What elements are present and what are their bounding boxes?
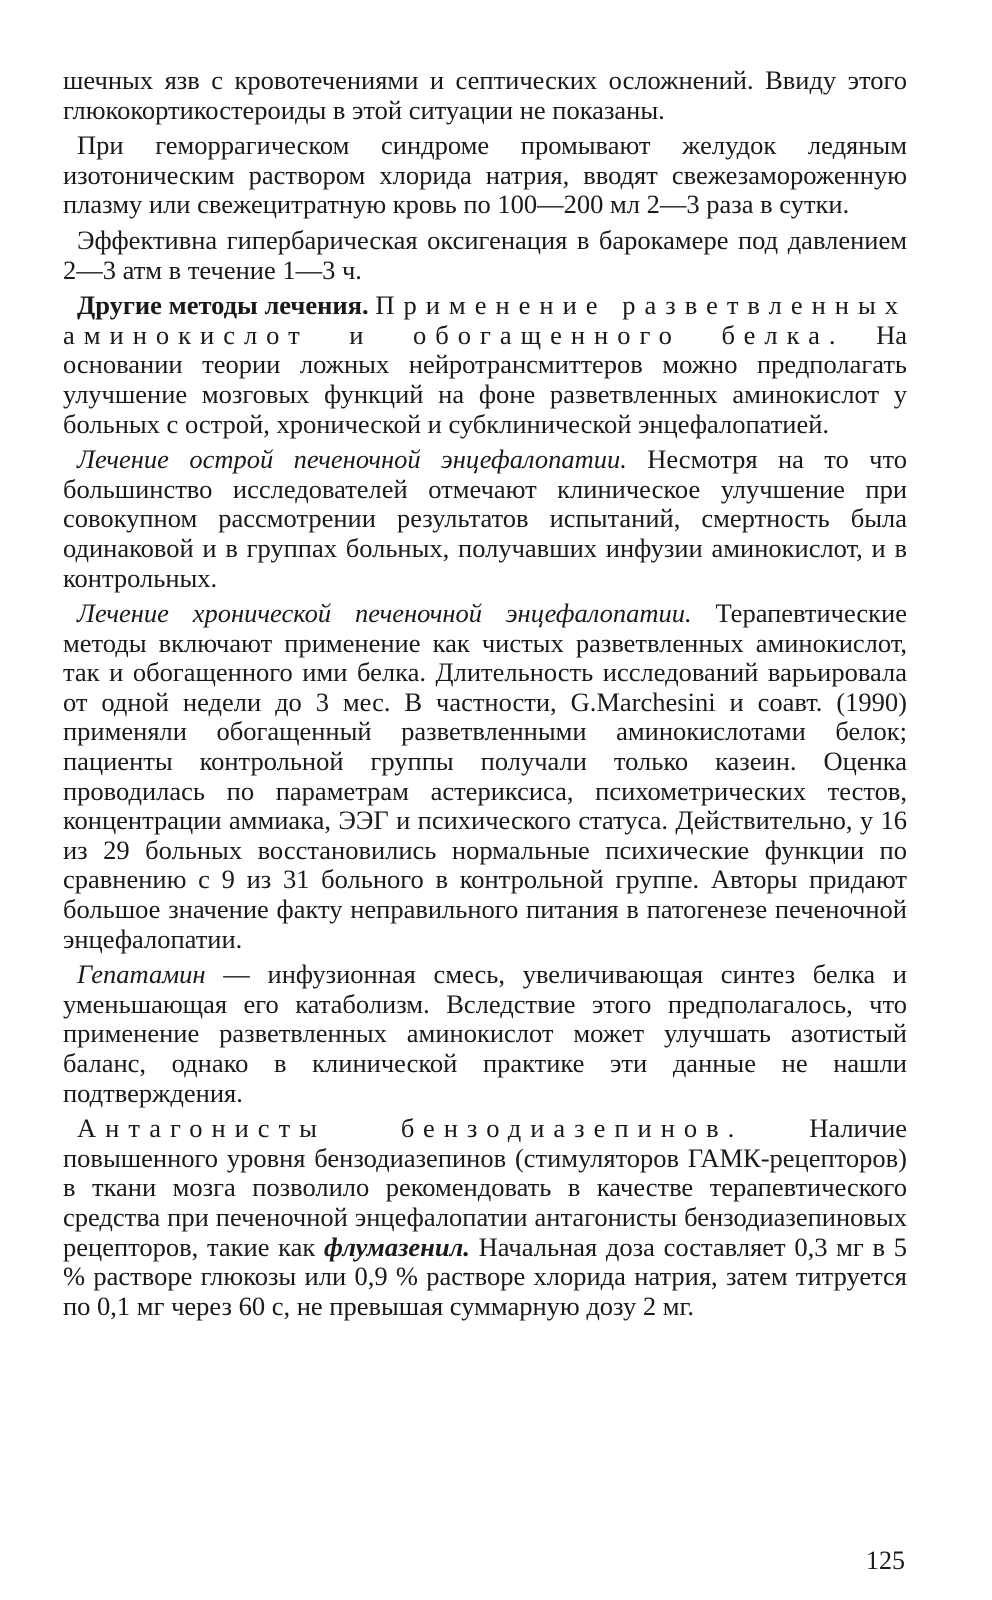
page-number: 125	[866, 1546, 905, 1575]
paragraph-text: Наличие повышенного уровня бензодиазепинов (стимуляторов ГАМК-рецепторов) в ткани мозга позволило рекомендовать в качестве терапевтического средства при печеночной энцефалопатии антагонисты бензодиазепиновых рецепторов, такие как	[63, 1113, 908, 1262]
drug-name: флумазенил.	[324, 1231, 470, 1262]
paragraph-text: — инфузионная смесь, увеличивающая синтез белка и уменьшающая его катаболизм. Вследствие этого предполагалось, что применение разветвленных аминокислот может улучшать азотистый баланс, однако в клинической практике эти данные не нашли подтверждения.	[63, 959, 907, 1108]
spaced-subheading: Антагонисты бензодиазепинов.	[77, 1113, 744, 1144]
italic-subheading: Лечение хронической печеночной энцефалопатии.	[77, 598, 692, 629]
paragraph-text: Эффективна гипербарическая оксигенация в барокамере под давлением 2—3 атм в течение 1—3 ч.	[63, 224, 907, 285]
paragraph-hemorrhagic-syndrome	[63, 131, 907, 220]
paragraph-text: На основании теории ложных нейротрансмиттеров можно предполагать улучшение мозговых функций на фоне разветвленных аминокислот у больных с острой, хронической и субклинической энцефалопатией.	[63, 319, 908, 439]
paragraph-other-methods	[63, 291, 907, 439]
paragraph-text: Терапевтические методы включают применение как чистых разветвленных аминокислот, так и обогащенного ими белка. Длительность исследований варьировала от одной недели до 3 мес. В частности, G.Marchesini и соавт. (1990) применяли обогащенный разветвленными аминокислотами белок; пациенты контрольной группы получали только казеин. Оценка проводилась по параметрам астериксиса, психометрических тестов, концентрации аммиака, ЭЭГ и психического статуса. Действительно, у 16 из 29 больных восстановились нормальные психические функции по сравнению с 9 из 31 больного в контрольной группе. Авторы придают большое значение факту неправильного питания в патогенезе печеночной энцефалопатии.	[63, 598, 907, 954]
paragraph-chronic-encephalopathy	[63, 599, 907, 954]
paragraph-text: Несмотря на то что большинство исследователей отмечают клиническое улучшение при совокупном рассмотрении результатов испытаний, смертность была одинаковой и в группах больных, получавших инфузии аминокислот, и в контрольных.	[63, 444, 907, 593]
paragraph-hepatamine	[63, 960, 907, 1108]
paragraph-text: При геморрагическом синдроме промывают желудок ледяным изотоническим раствором хлорида натрия, вводят свежезамороженную плазму или свежецитратную кровь по 100—200 мл 2—3 раза в сутки.	[63, 130, 907, 220]
paragraph-text: шечных язв с кровотечениями и септических осложнений. Ввиду этого глюкокортикостероиды в этой ситуации не показаны.	[63, 65, 907, 125]
paragraph-continuation	[63, 66, 907, 125]
italic-term: Гепатамин	[77, 959, 206, 990]
paragraph-acute-encephalopathy	[63, 445, 907, 593]
spaced-subheading: Применение разветвленных аминокислот и обогащенного белка.	[63, 290, 907, 350]
paragraph-oxygenation	[63, 226, 907, 285]
page-body	[63, 66, 907, 1327]
italic-subheading: Лечение острой печеночной энцефалопатии.	[77, 444, 627, 475]
paragraph-text: Начальная доза составляет 0,3 мг в 5 % растворе глюкозы или 0,9 % растворе хлорида натрия, затем титруется по 0,1 мг через 60 с, не превышая суммарную дозу 2 мг.	[63, 1231, 907, 1321]
paragraph-benzodiazepine-antagonists	[63, 1114, 907, 1321]
section-heading: Другие методы лечения.	[77, 290, 369, 321]
